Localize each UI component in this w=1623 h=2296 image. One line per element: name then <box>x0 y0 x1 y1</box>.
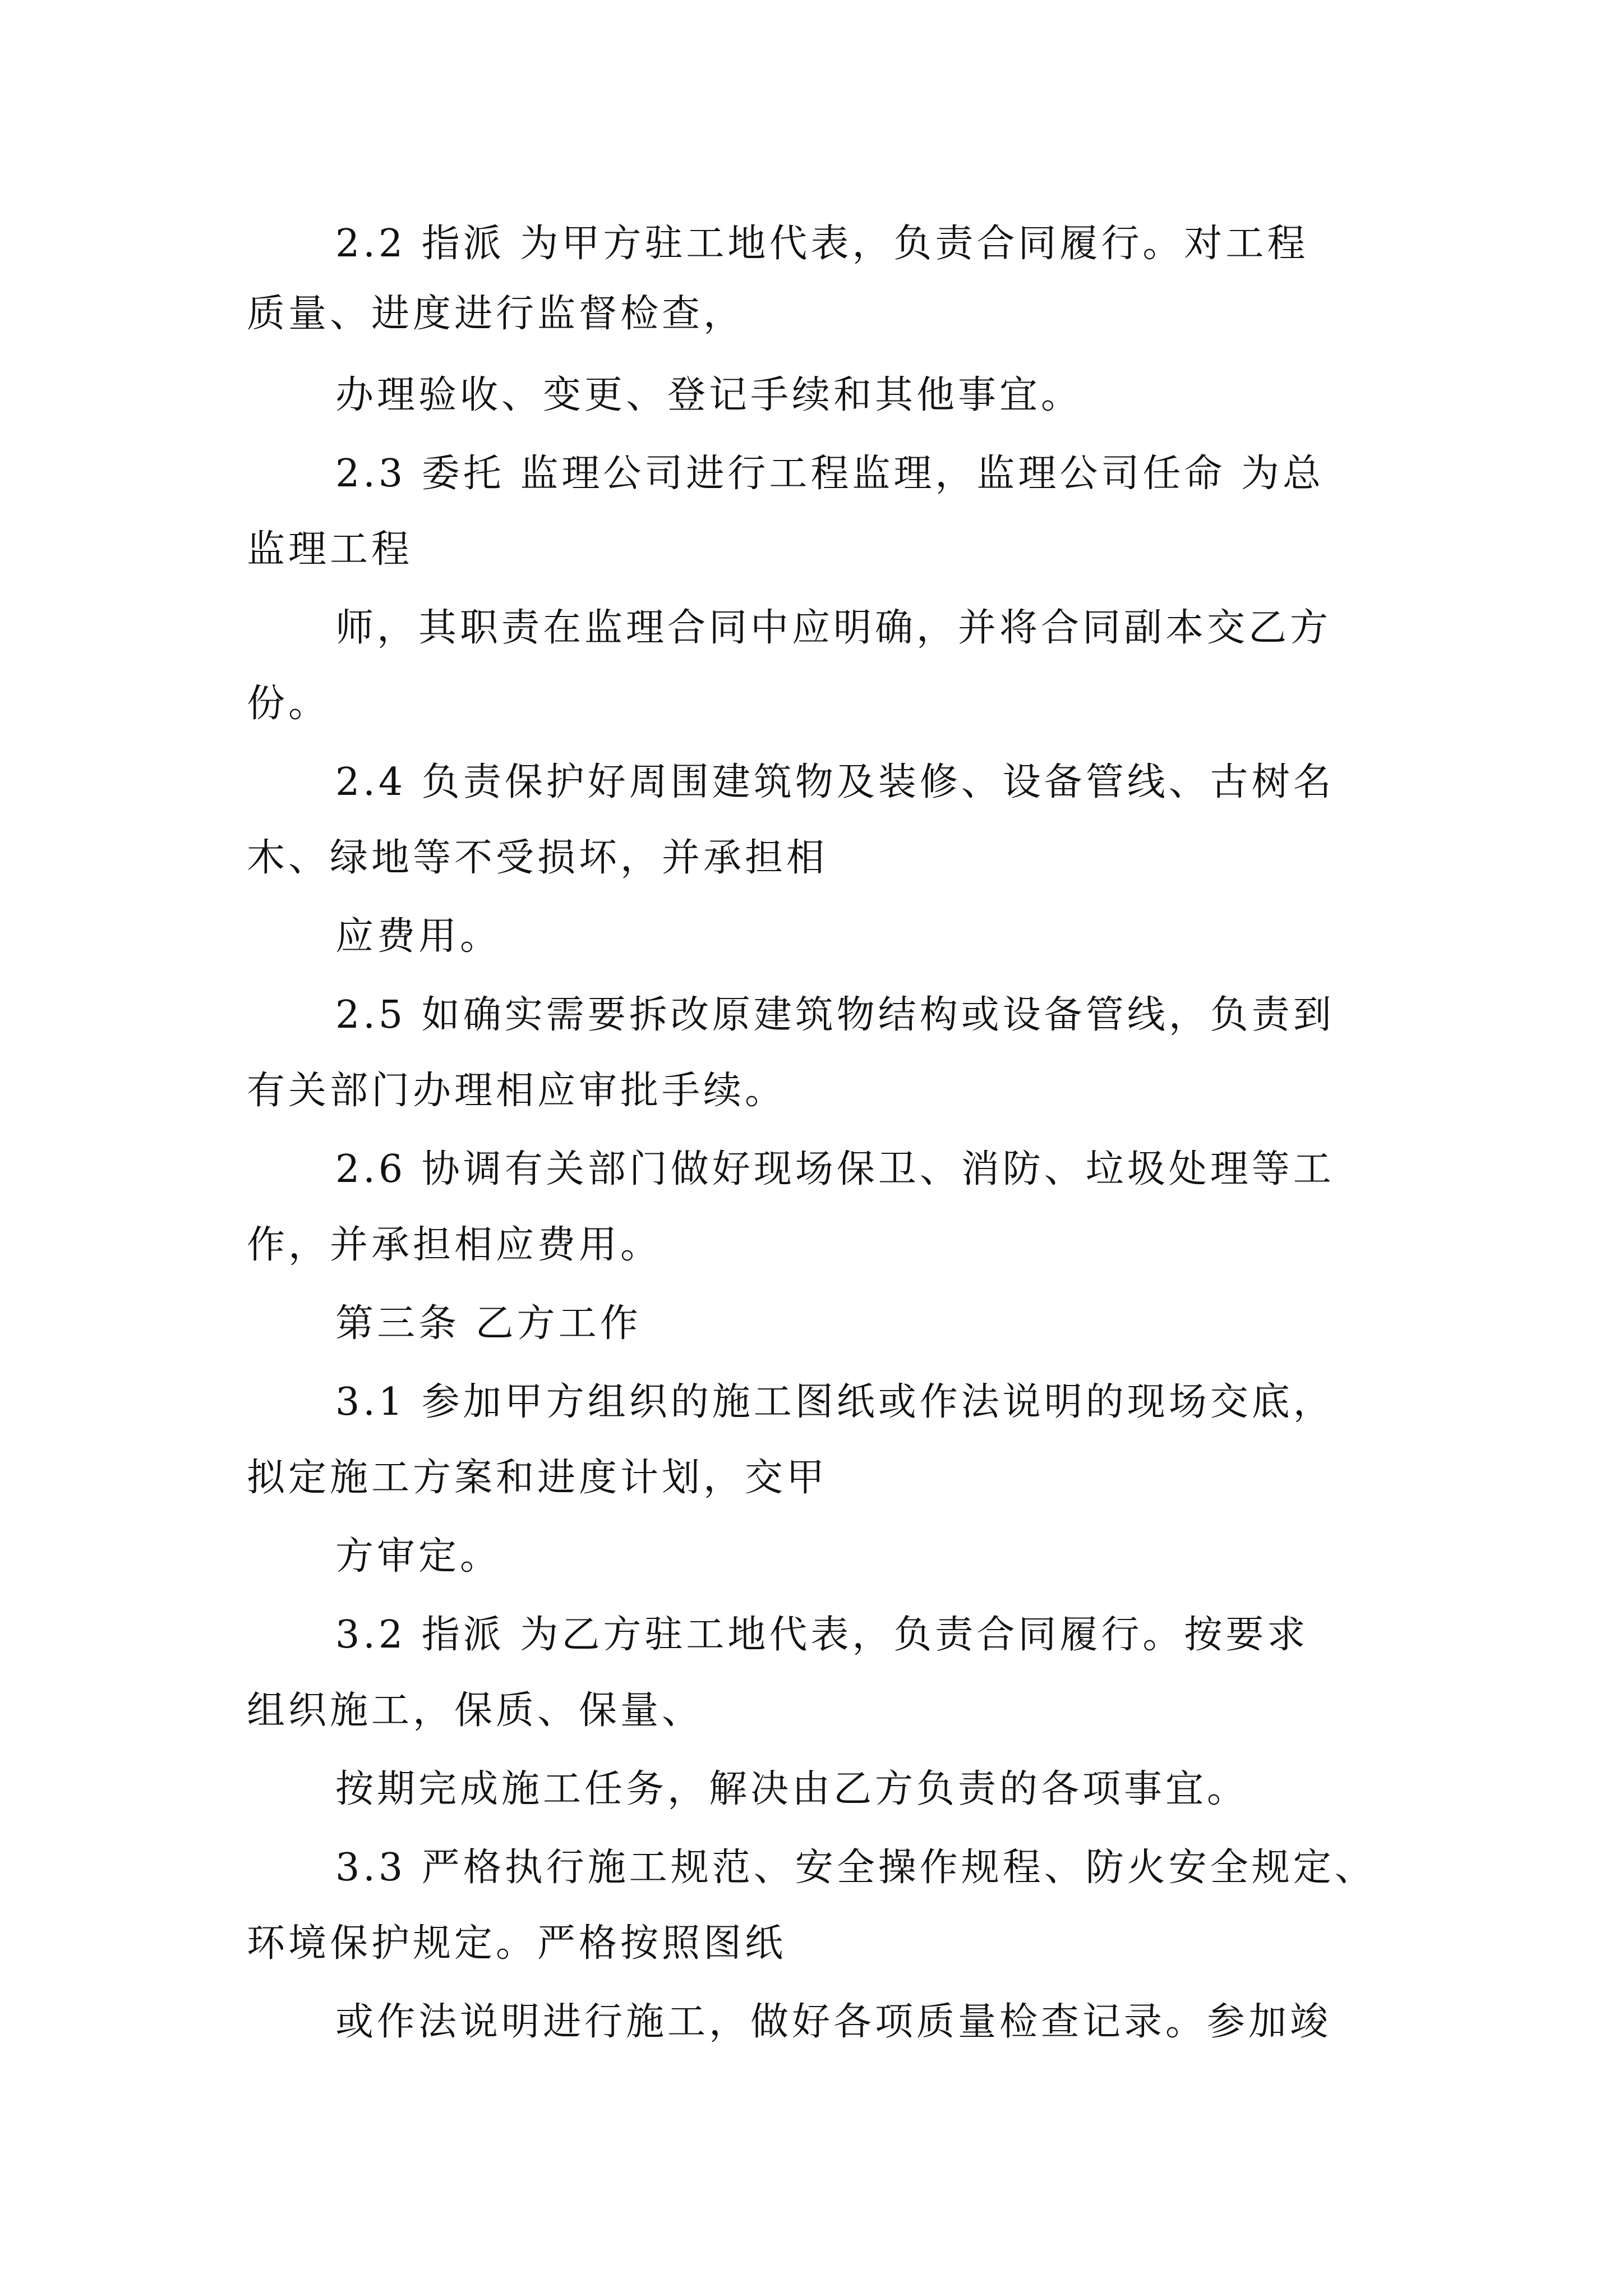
text-line: 拟定施工方案和进度计划，交甲 <box>247 1456 828 1500</box>
text-line: 按期完成施工任务，解决由乙方负责的各项事宜。 <box>335 1767 1249 1811</box>
text-line: 3.3 严格执行施工规范、安全操作规程、防火安全规定、 <box>335 1846 1376 1890</box>
text-line: 质量、进度进行监督检查， <box>247 292 745 336</box>
text-line: 2.5 如确实需要拆改原建筑物结构或设备管线，负责到 <box>335 993 1335 1037</box>
text-line: 师，其职责在监理合同中应明确，并将合同副本交乙方 <box>335 606 1332 650</box>
text-line: 份。 <box>247 682 330 726</box>
text-line: 3.2 指派 为乙方驻工地代表，负责合同履行。按要求 <box>335 1613 1309 1657</box>
text-line: 办理验收、变更、登记手续和其他事宜。 <box>335 373 1083 417</box>
text-line: 2.2 指派 为甲方驻工地代表，负责合同履行。对工程 <box>335 222 1309 266</box>
text-line: 有关部门办理相应审批手续。 <box>247 1069 787 1113</box>
text-line: 应费用。 <box>335 914 502 959</box>
text-line: 监理工程 <box>247 527 413 572</box>
text-line: 或作法说明进行施工，做好各项质量检查记录。参加竣 <box>335 2000 1332 2044</box>
text-line: 2.4 负责保护好周围建筑物及装修、设备管线、古树名 <box>335 760 1335 804</box>
text-line: 2.3 委托 监理公司进行工程监理，监理公司任命 为总 <box>335 452 1324 496</box>
text-line: 组织施工，保质、保量、 <box>247 1688 704 1733</box>
text-line: 方审定。 <box>335 1534 502 1579</box>
text-line: 木、绿地等不受损坏，并承担相 <box>247 836 828 880</box>
text-line: 2.6 协调有关部门做好现场保卫、消防、垃圾处理等工 <box>335 1147 1335 1191</box>
text-line: 作，并承担相应费用。 <box>247 1223 662 1267</box>
section-heading: 第三条 乙方工作 <box>335 1301 642 1346</box>
text-line: 环境保护规定。严格按照图纸 <box>247 1921 787 1966</box>
text-line: 3.1 参加甲方组织的施工图纸或作法说明的现场交底， <box>335 1380 1335 1424</box>
